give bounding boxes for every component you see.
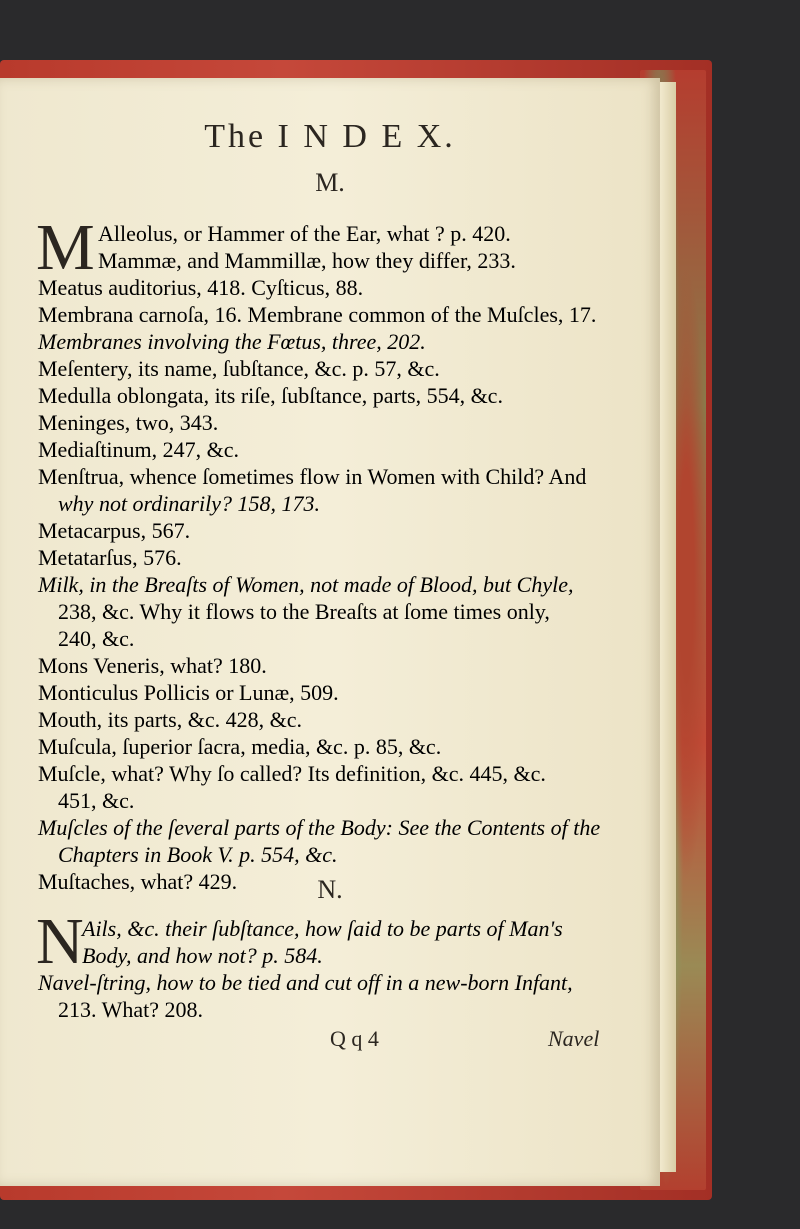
index-entry: Meninges, two, 343. [38,410,219,435]
index-entry: 213. What? 208. [58,997,204,1022]
index-entry: Ails, &c. their ſubſtance, how ſaid to be parts of Man's [82,916,563,941]
index-entry: Meatus auditorius, 418. Cyſticus, 88. [38,275,364,300]
index-entry: Muſtaches, what? 429. [38,869,238,894]
index-entry: Mons Veneris, what? 180. [38,653,267,678]
index-entry: Navel-ſtring, how to be tied and cut off in a new-born Infant, [38,970,573,995]
catchword: Navel [548,1026,600,1051]
index-entry: Metatarſus, 576. [38,545,182,570]
page-title: The I N D E X. [204,118,456,155]
index-entry: Chapters in Book V. p. 554, &c. [58,842,338,867]
index-entry: Meſentery, its name, ſubſtance, &c. p. 57, &c. [38,356,440,381]
index-entry: Muſcles of the ſeveral parts of the Body: See the Contents of the [38,815,601,840]
section-heading-n: N. [317,875,343,904]
drop-cap-m: M [36,211,95,284]
index-entry: why not ordinarily? 158, 173. [58,491,320,516]
index-entry: Muſcula, ſuperior ſacra, media, &c. p. 85, &c. [38,734,442,759]
index-entry: Medulla oblongata, its riſe, ſubſtance, parts, 554, &c. [38,383,503,408]
index-entry: Menſtrua, whence ſometimes flow in Women with Child? And [38,464,587,489]
index-entry: Membranes involving the Fœtus, three, 202. [38,329,426,354]
index-entry: Milk, in the Breaſts of Women, not made of Blood, but Chyle, [38,572,574,597]
index-entry: Metacarpus, 567. [38,518,191,543]
signature-mark: Q q 4 [330,1026,379,1051]
index-entry: Monticulus Pollicis or Lunæ, 509. [38,680,339,705]
index-entry: Membrana carnoſa, 16. Membrane common of the Muſcles, 17. [38,302,597,327]
index-entry: 451, &c. [58,788,135,813]
index-entry: Body, and how not? p. 584. [82,943,323,968]
index-entry: Mediaſtinum, 247, &c. [38,437,240,462]
index-entry: Mouth, its parts, &c. 428, &c. [38,707,302,732]
index-entry: 238, &c. Why it flows to the Breaſts at ſome times only, [58,599,550,624]
index-entry: Muſcle, what? Why ſo called? Its definition, &c. 445, &c. [38,761,546,786]
index-entry: 240, &c. [58,626,135,651]
index-entry: Alleolus, or Hammer of the Ear, what ? p. 420. [98,221,511,246]
drop-cap-n: N [36,905,84,978]
section-heading-m: M. [315,168,345,197]
index-entry: Mammæ, and Mammillæ, how they differ, 233. [98,248,516,273]
